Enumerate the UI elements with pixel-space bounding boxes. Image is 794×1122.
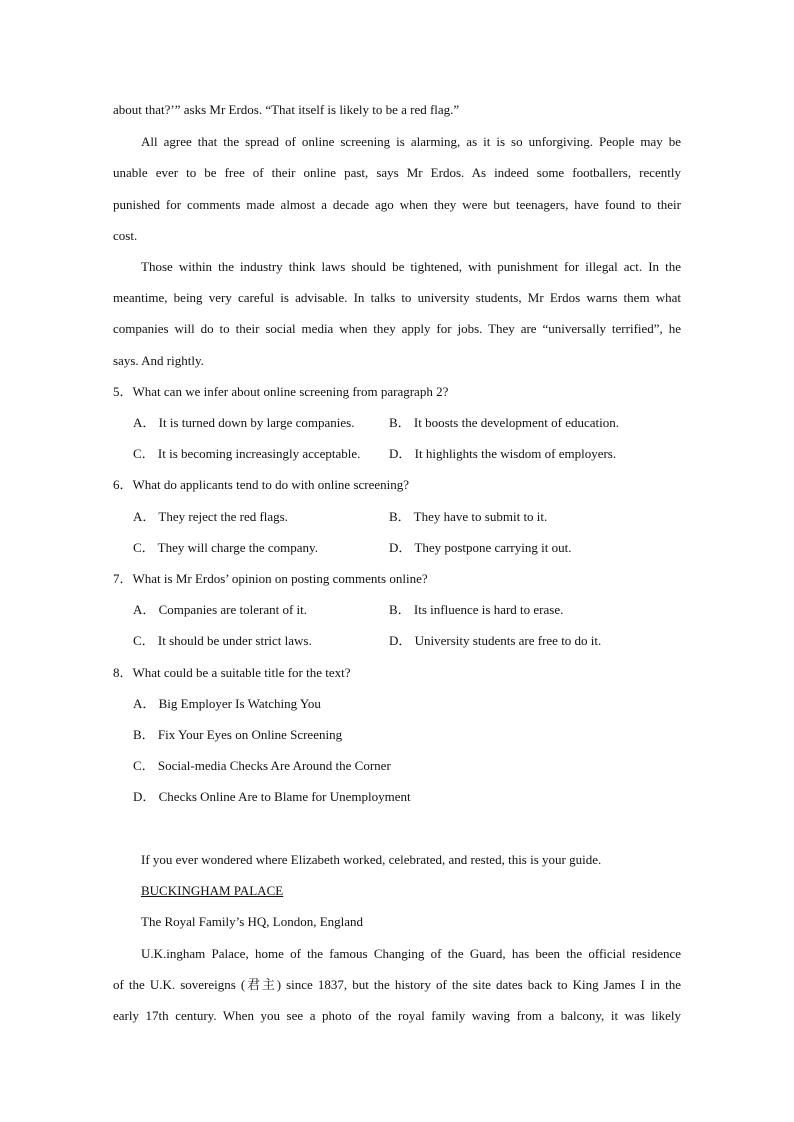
passage-intro: If you ever wondered where Elizabeth worked, celebrated, and rested, this is your guide. (141, 852, 602, 867)
question-stem: 8．What could be a suitable title for the text? (113, 665, 351, 680)
passage-line: about that?’” asks Mr Erdos. “That itself is likely to be a red flag.” (113, 102, 460, 117)
answer-option[interactable]: B． Its influence is hard to erase. (389, 602, 564, 617)
section-heading: BUCKINGHAM PALACE (141, 883, 284, 898)
answer-option[interactable]: D． University students are free to do it. (389, 633, 602, 648)
passage-line: of the U.K. sovereigns (君主) since 1837, but the history of the site dates back to King James I in the (113, 977, 681, 992)
passage-line: Those within the industry think laws should be tightened, with punishment for illegal act. In the (141, 259, 681, 274)
passage-line: meantime, being very careful is advisable. In talks to university students, Mr Erdos warns them what (113, 290, 681, 305)
answer-option[interactable]: B． Fix Your Eyes on Online Screening (133, 727, 343, 742)
passage-line: punished for comments made almost a decade ago when they were but teenagers, have found to their (113, 197, 681, 212)
passage-line: says. And rightly. (113, 353, 204, 368)
answer-option[interactable]: C． They will charge the company. (133, 540, 318, 555)
answer-option[interactable]: D． It highlights the wisdom of employers. (389, 446, 617, 461)
passage-line: U.K.ingham Palace, home of the famous Changing of the Guard, has been the official residence (141, 946, 681, 961)
answer-option[interactable]: A． Companies are tolerant of it. (133, 602, 308, 617)
answer-option[interactable]: A． Big Employer Is Watching You (133, 696, 321, 711)
answer-option[interactable]: B． It boosts the development of education. (389, 415, 619, 430)
passage-line: cost. (113, 228, 138, 243)
answer-option[interactable]: C． Social-media Checks Are Around the Corner (133, 758, 391, 773)
answer-option[interactable]: B． They have to submit to it. (389, 509, 548, 524)
section-subheading: The Royal Family’s HQ, London, England (141, 914, 364, 929)
answer-option[interactable]: D． They postpone carrying it out. (389, 540, 572, 555)
answer-option[interactable]: A． It is turned down by large companies. (133, 415, 355, 430)
answer-option[interactable]: D． Checks Online Are to Blame for Unemployment (133, 789, 411, 804)
answer-option[interactable]: C． It is becoming increasingly acceptable. (133, 446, 361, 461)
answer-option[interactable]: A． They reject the red flags. (133, 509, 288, 524)
passage-line: early 17th century. When you see a photo of the royal family waving from a balcony, it was likely (113, 1008, 681, 1023)
question-stem: 5．What can we infer about online screening from paragraph 2? (113, 384, 449, 399)
passage-line: unable ever to be free of their online past, says Mr Erdos. As indeed some footballers, recently (113, 165, 681, 180)
answer-option[interactable]: C． It should be under strict laws. (133, 633, 312, 648)
question-stem: 6．What do applicants tend to do with online screening? (113, 477, 410, 492)
passage-line: companies will do to their social media when they apply for jobs. They are “universally terrified”, he (113, 321, 681, 336)
question-stem: 7．What is Mr Erdos’ opinion on posting comments online? (113, 571, 428, 586)
passage-line: All agree that the spread of online screening is alarming, as it is so unforgiving. People may be (141, 134, 681, 149)
